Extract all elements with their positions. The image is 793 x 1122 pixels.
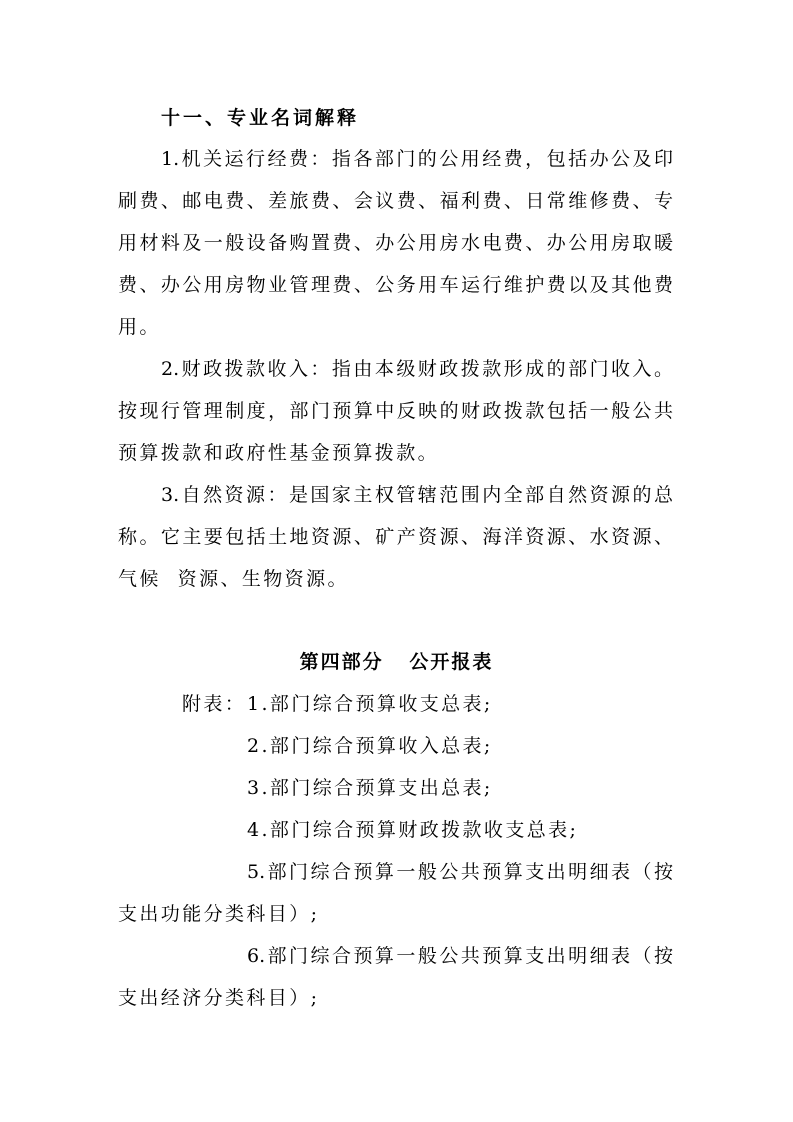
paragraph-line: 预算拨款和政府性基金预算拨款。 <box>118 442 440 464</box>
part-title: 第四部分 公开报表 <box>299 651 494 673</box>
attachment-item-continuation: 支出功能分类科目）; <box>118 903 320 925</box>
paragraph-line: 3.自然资源：是国家主权管辖范围内全部自然资源的总 <box>161 484 673 506</box>
paragraph-line: 刷费、邮电费、差旅费、会议费、福利费、日常维修费、专 <box>118 190 673 212</box>
attachment-item: 5.部门综合预算一般公共预算支出明细表（按 <box>247 861 673 883</box>
paragraph-line: 按现行管理制度，部门预算中反映的财政拨款包括一般公共 <box>118 400 673 422</box>
paragraph-line: 费、办公用房物业管理费、公务用车运行维护费以及其他费 <box>118 274 673 296</box>
section-heading: 十一、专业名词解释 <box>161 107 360 129</box>
paragraph-line: 2.财政拨款收入：指由本级财政拨款形成的部门收入。 <box>161 358 673 380</box>
attachment-item: 3.部门综合预算支出总表; <box>247 777 493 799</box>
attachment-label: 附表： <box>182 693 247 715</box>
attachment-item: 1.部门综合预算收支总表; <box>247 693 493 715</box>
paragraph-line: 称。它主要包括土地资源、矿产资源、海洋资源、水资源、 <box>118 526 673 548</box>
paragraph-line: 1.机关运行经费：指各部门的公用经费，包括办公及印 <box>161 148 673 170</box>
attachment-item: 6.部门综合预算一般公共预算支出明细表（按 <box>247 945 673 967</box>
attachment-item: 2.部门综合预算收入总表; <box>247 735 493 757</box>
attachment-item-continuation: 支出经济分类科目）; <box>118 987 320 1009</box>
paragraph-line: 用材料及一般设备购置费、办公用房水电费、办公用房取暖 <box>118 232 673 254</box>
paragraph-line: 气候 资源、生物资源。 <box>118 568 349 590</box>
attachment-item: 4.部门综合预算财政拨款收支总表; <box>247 819 579 841</box>
paragraph-line: 用。 <box>118 316 161 338</box>
